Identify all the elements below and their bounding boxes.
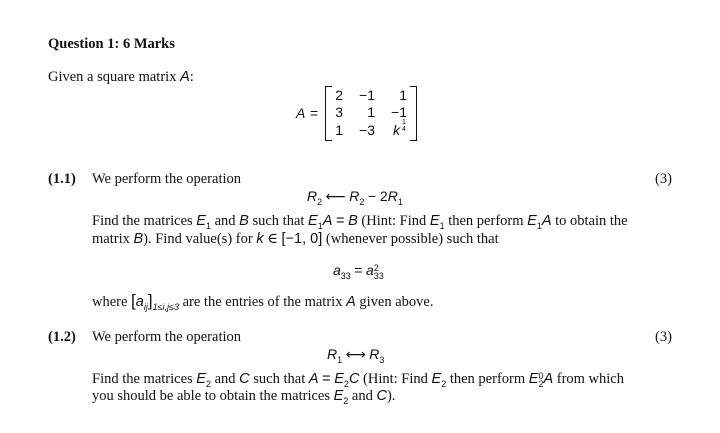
matrix-cell: 2 [335,87,343,103]
part-1-1-line2 [92,231,499,248]
intro-line [48,69,194,86]
text: (whenever possible) such that [325,231,499,247]
math-a: A [541,213,552,229]
math-bracket-open: [ [131,291,136,310]
question-sep: : [114,36,120,52]
math-supsub [374,264,384,280]
math-sub: 2 [343,395,349,406]
text: and [351,388,373,404]
math-b: B [239,213,249,229]
math-e: E [528,371,539,387]
matrix-cell-k: k [393,122,400,138]
math-c: C [376,388,387,404]
text: ). [386,388,396,404]
eq-r1: R [387,188,398,204]
matrix-cell: −1 [359,87,375,103]
eq-r1: R [327,346,338,362]
part-1-2-op-text: We perform the operation [92,329,242,345]
part-1-2-equation [327,346,384,364]
math-a: A [543,371,554,387]
math-sub: 1 [317,220,323,231]
math-sub: 1 [439,220,445,231]
part-1-1-line1 [92,213,628,230]
eq-r1-sub: 1 [397,196,403,207]
math-in: ∈ [267,231,278,247]
text: and [214,213,236,229]
text: ). Find value(s) for [143,231,253,247]
matrix-cell: 1 [367,104,375,120]
math-sub: 2 [205,378,211,389]
part-1-1-op-text: We perform the operation [92,171,242,187]
question-title: Question 1 [48,36,115,52]
text: (Hint: Find [363,371,428,387]
eq-r2-sub: 2 [317,196,323,207]
math-a33: a [366,262,374,278]
part-1-2-line1 [92,371,624,388]
part-1-1-marks: (3) [655,171,672,187]
math-eq: = [354,262,363,278]
math-e: E [196,213,206,229]
math-bracket-close: ] [147,291,153,310]
math-e: E [431,371,442,387]
text: (Hint: Find [361,213,427,229]
matrix-cell: 3 [335,104,343,120]
matrix-right-bracket [410,86,417,141]
text: Find the matrices [92,213,193,229]
question-heading [48,36,175,53]
text: you should be able to obtain the matrices [92,388,330,404]
eq-r2: R [307,188,318,204]
math-c: C [348,371,360,387]
matrix-eq: = [310,105,319,121]
part-1-1-where-line [92,291,433,311]
math-b: B [133,231,144,247]
math-e: E [333,388,344,404]
text: matrix [92,231,130,247]
eq-r3-sub: 3 [379,354,385,365]
eq-r1-sub: 1 [337,354,343,365]
part-1-1-a33-equation [333,262,384,280]
math-sub: 33 [373,270,384,281]
math-sub: 2 [343,378,349,389]
intro-text: Given a square matrix [48,69,177,85]
text: then perform [448,213,524,229]
long-left-arrow-icon: ⟵ [325,188,346,204]
matrix-k-exp-den: 4 [402,126,406,133]
math-sub: 33 [340,270,351,281]
eq-minus-two: − 2 [367,188,388,204]
matrix-cell: −3 [359,122,375,138]
part-1-2-label: (1.2) [48,329,76,345]
matrix-cell: 1 [399,87,407,103]
math-e: E [308,213,318,229]
math-sup: 2 [373,262,379,273]
math-sub: 2 [441,378,447,389]
math-eq: = [336,213,345,229]
math-sub: 2 [538,378,544,389]
math-a: A [322,213,333,229]
math-interval: [−1, 0] [281,231,323,247]
math-a: A [346,294,356,310]
math-sub: 1 [205,220,211,231]
math-e: E [196,371,206,387]
matrix-k-exp-num: 1 [402,119,406,126]
long-left-right-arrow-icon: ⟷ [345,346,366,362]
text: and [214,371,236,387]
eq-r2b: R [349,188,360,204]
matrix-cell: 1 [335,122,343,138]
math-sup: 0 [538,370,544,381]
math-sub: 1 [536,220,542,231]
text: given above. [359,294,434,310]
math-k: k [256,231,264,247]
math-b: B [348,213,358,229]
math-e: E [429,213,440,229]
part-1-2-marks: (3) [655,329,672,345]
text: such that [253,371,306,387]
part-1-1-equation [307,188,403,206]
text: are the entries of the matrix [182,294,343,310]
eq-r2b-sub: 2 [359,196,365,207]
matrix-cell: −1 [391,104,407,120]
math-c: C [239,371,250,387]
intro-var: A [180,69,190,85]
text: Find the matrices [92,371,193,387]
text: from which [556,371,624,387]
question-marks: 6 Marks [122,36,175,52]
text: then perform [449,371,526,387]
math-e: E [334,371,344,387]
math-range: 1≤i,j≤3 [152,301,179,312]
text: to obtain the [555,213,628,229]
part-1-2-line2 [92,388,395,405]
matrix-k-exponent [402,119,406,133]
text: where [92,294,128,310]
text: such that [252,213,305,229]
eq-r3: R [369,346,380,362]
math-a: A [308,371,319,387]
math-sub: ij [143,301,148,312]
math-e: E [527,213,537,229]
matrix-lhs: A [296,105,306,121]
math-eq: = [322,371,331,387]
part-1-1-label: (1.1) [48,171,76,187]
math-a: a [135,294,144,310]
math-a33: a [333,262,341,278]
intro-colon: : [189,69,194,85]
